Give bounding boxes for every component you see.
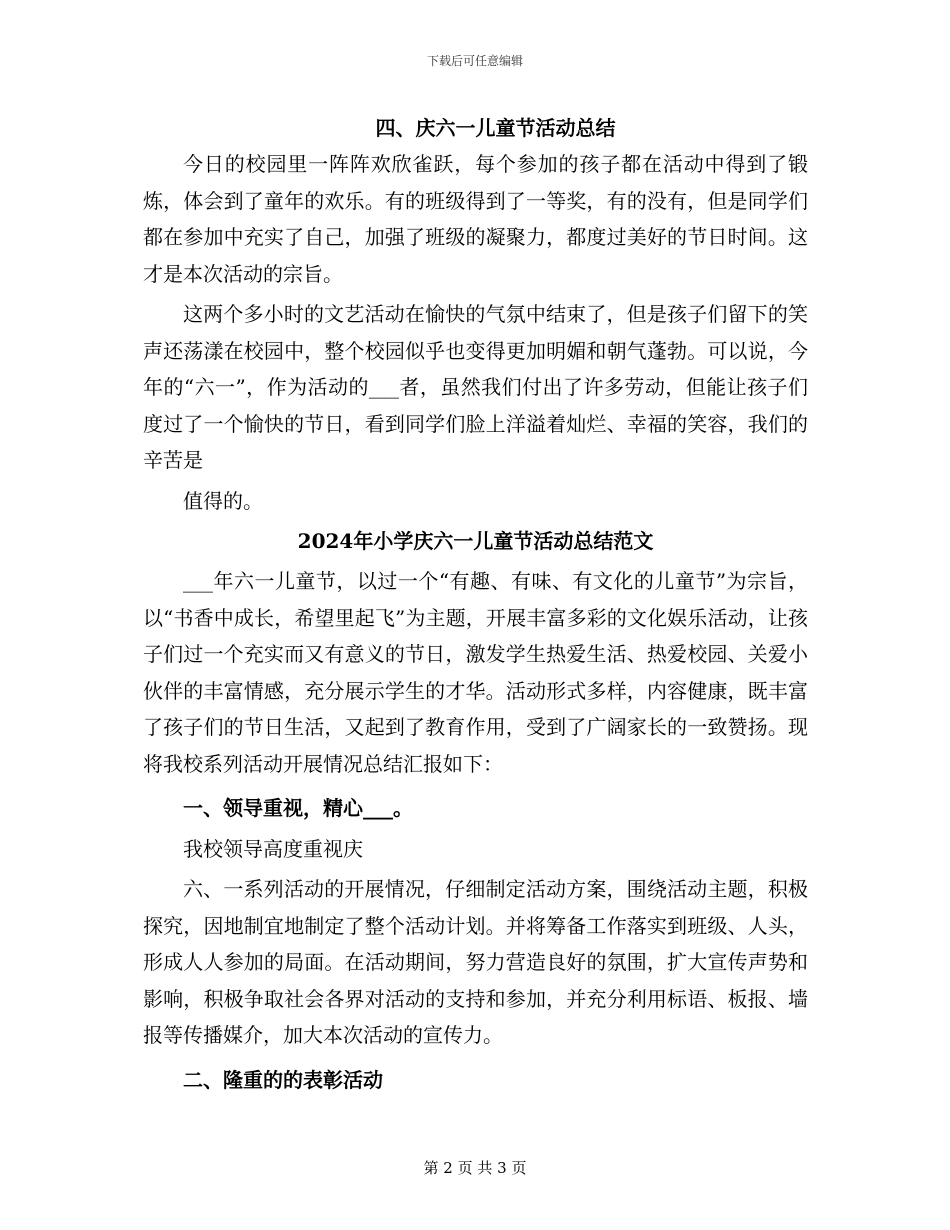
paragraph: 今日的校园里一阵阵欢欣雀跃，每个参加的孩子都在活动中得到了锻炼，体会到了童年的欢乐。有的班级得到了一等奖，有的没有，但是同学们都在参加中充实了自己，加强了班级的凝聚力，都度过美好的节日时间。这才是本次活动的宗旨。 [143,152,808,286]
paragraph: 我校领导高度重视庆 [183,836,363,861]
header-note: 下载后可任意编辑 [426,54,523,68]
subheading-leadership: 一、领导重视，精心___。 [183,796,413,820]
document-body [143,110,808,1098]
paragraph: ___年六一儿童节，以过一个“有趣、有味、有文化的儿童节”为宗旨，以“书香中成长，希望里起飞”为主题，开展丰富多彩的文化娱乐活动，让孩子们过一个充实而又有意义的节日，激发学生热爱生活、热爱校园、关爱小伙伴的丰富情感，充分展示学生的才华。活动形式多样，内容健康，既丰富了孩子们的节日生活，又起到了教育作用，受到了广阔家长的一致赞扬。现将我校系列活动开展情况总结汇报如下： [143,569,808,776]
section-title-2024-summary: 2024年小学庆六一儿童节活动总结范文 [297,529,654,553]
subheading-commendation: 二、隆重的的表彰活动 [183,1067,383,1092]
page-number: 第 2 页 共 3 页 [423,1159,527,1177]
paragraph: 值得的。 [183,488,263,513]
section-title-children-day: 四、庆六一儿童节活动总结 [375,116,616,140]
paragraph: 六、一系列活动的开展情况，仔细制定活动方案，围绕活动主题，积极探究，因地制宜地制定了整个活动计划。并将筹备工作落实到班级、人头，形成人人参加的局面。在活动期间，努力营造良好的氛围，扩大宣传声势和影响，积极争取社会各界对活动的支持和参加，并充分利用标语、板报、墙报等传播媒介，加大本次活动的宣传力。 [143,877,808,1047]
paragraph: 这两个多小时的文艺活动在愉快的气氛中结束了，但是孩子们留下的笑声还荡漾在校园中，整个校园似乎也变得更加明媚和朝气蓬勃。可以说，今年的“六一”，作为活动的___者，虽然我们付出了许多劳动，但能让孩子们度过了一个愉快的节日，看到同学们脸上洋溢着灿烂、幸福的笑容，我们的辛苦是 [143,302,808,472]
